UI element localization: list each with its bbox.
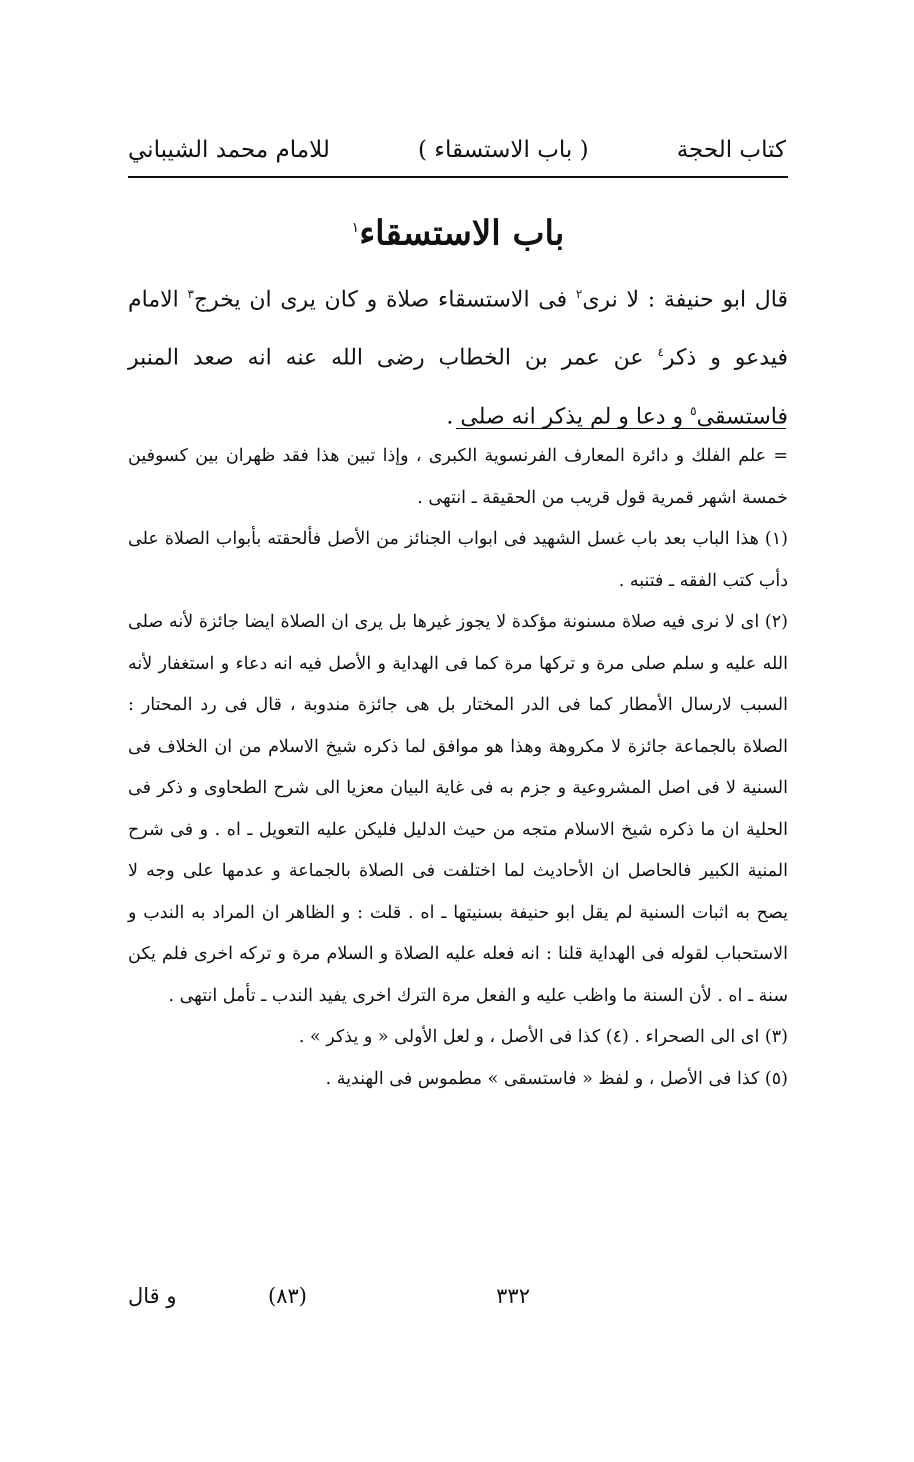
footnote-5: (٥) كذا فى الأصل ، و لفظ « فاستسقى » مطموس فى الهندية . [325,1068,788,1089]
main-text-segment-4: عن عمر بن الخطاب رضى الله عنه انه صعد المنبر فاستسقى [128,345,788,429]
main-text-segment-3: الامام فيدعو و ذكر [128,287,788,371]
chapter-title [128,200,788,261]
page-number: ٣٣٢ [496,1284,530,1308]
footnote-2: (٢) اى لا نرى فيه صلاة مسنونة مؤكدة لا يجوز غيرها بل يرى ان الصلاة ايضا جائزة لأنه صلى الله عليه و سلم صلى مرة و تركها مرة كما فى الهداية و الأصل فيه انه دعاء و استغفار لأنه السبب لارسال الأمطار كما فى الدر المختار بل هى جائزة مندوبة ، قال فى رد المحتار : الصلاة بالجماعة جائزة لا مكروهة وهذا هو موافق لما ذكره شيخ الاسلام من ان الخلاف فى السنية لا فى اصل المشروعية و جزم به فى غاية البيان معزيا الى شرح الطحاوى و ذكر فى الحلية ان ما ذكره شيخ الاسلام متجه من حيث الدليل فليكن عليه التعويل ـ اه . و فى شرح المنية الكبير فالحاصل ان الأحاديث لما اختلفت فى الصلاة بالجماعة و عدمها على وجه لا يصح به اثبات السنية لم يقل ابو حنيفة بسنيتها ـ اه . قلت : و الظاهر ان المراد به الندب و الاستحباب لقوله فى الهداية قلنا : انه فعله عليه الصلاة و السلام مرة و تركه اخرى فلم يكن سنة ـ اه . لأن السنة ما واظب عليه و الفعل مرة الترك اخرى يفيد الندب ـ تأمل انتهى . [128,612,788,1006]
footnote-continuation: = علم الفلك و دائرة المعارف الفرنسوية الكبرى ، وإذا تبين هذا فقد ظهران بين كسوفين خمسة اشهر قمرية قول قريب من الحقيقة ـ انتهى . [128,446,788,508]
main-text-segment-2: فى الاستسقاء صلاة و كان يرى ان يخرج [193,287,576,313]
running-head [128,128,786,172]
footnote-1: (١) هذا الباب بعد باب غسل الشهيد فى ابواب الجنائز من الأصل فألحقته بأبواب الصلاة على دأب كتب الفقه ـ فتنبه . [128,529,788,591]
chapter-title-text: باب الاستسقاء [359,213,565,254]
header-rule [128,176,788,178]
signature-mark: (٨٣) [268,1284,307,1308]
main-text-segment-5: و دعا و لم يذكر انه صلى . [446,403,691,429]
chapter-title-note-ref: ١ [351,220,360,236]
running-head-book-title: كتاب الحجة [676,137,786,163]
note-ref-3: ٣ [187,287,194,301]
main-text-segment-1: قال ابو حنيفة : لا نرى [582,287,788,313]
main-text [128,268,788,443]
note-ref-5: ٥ [690,403,697,418]
catchword: و قال [128,1284,177,1308]
footnotes [128,436,788,1100]
footnote-rule [456,428,786,429]
note-ref-4: ٤ [657,345,664,360]
main-paragraph [128,268,788,443]
note-ref-2: ٢ [575,287,583,301]
footnote-3-4: (٣) اى الى الصحراء . (٤) كذا فى الأصل ، و لعل الأولى « و يذكر » . [298,1027,788,1047]
running-head-author: للامام محمد الشيباني [128,137,330,163]
page-footer [128,1284,788,1324]
running-head-chapter: ( باب الاستسقاء ) [417,137,589,163]
